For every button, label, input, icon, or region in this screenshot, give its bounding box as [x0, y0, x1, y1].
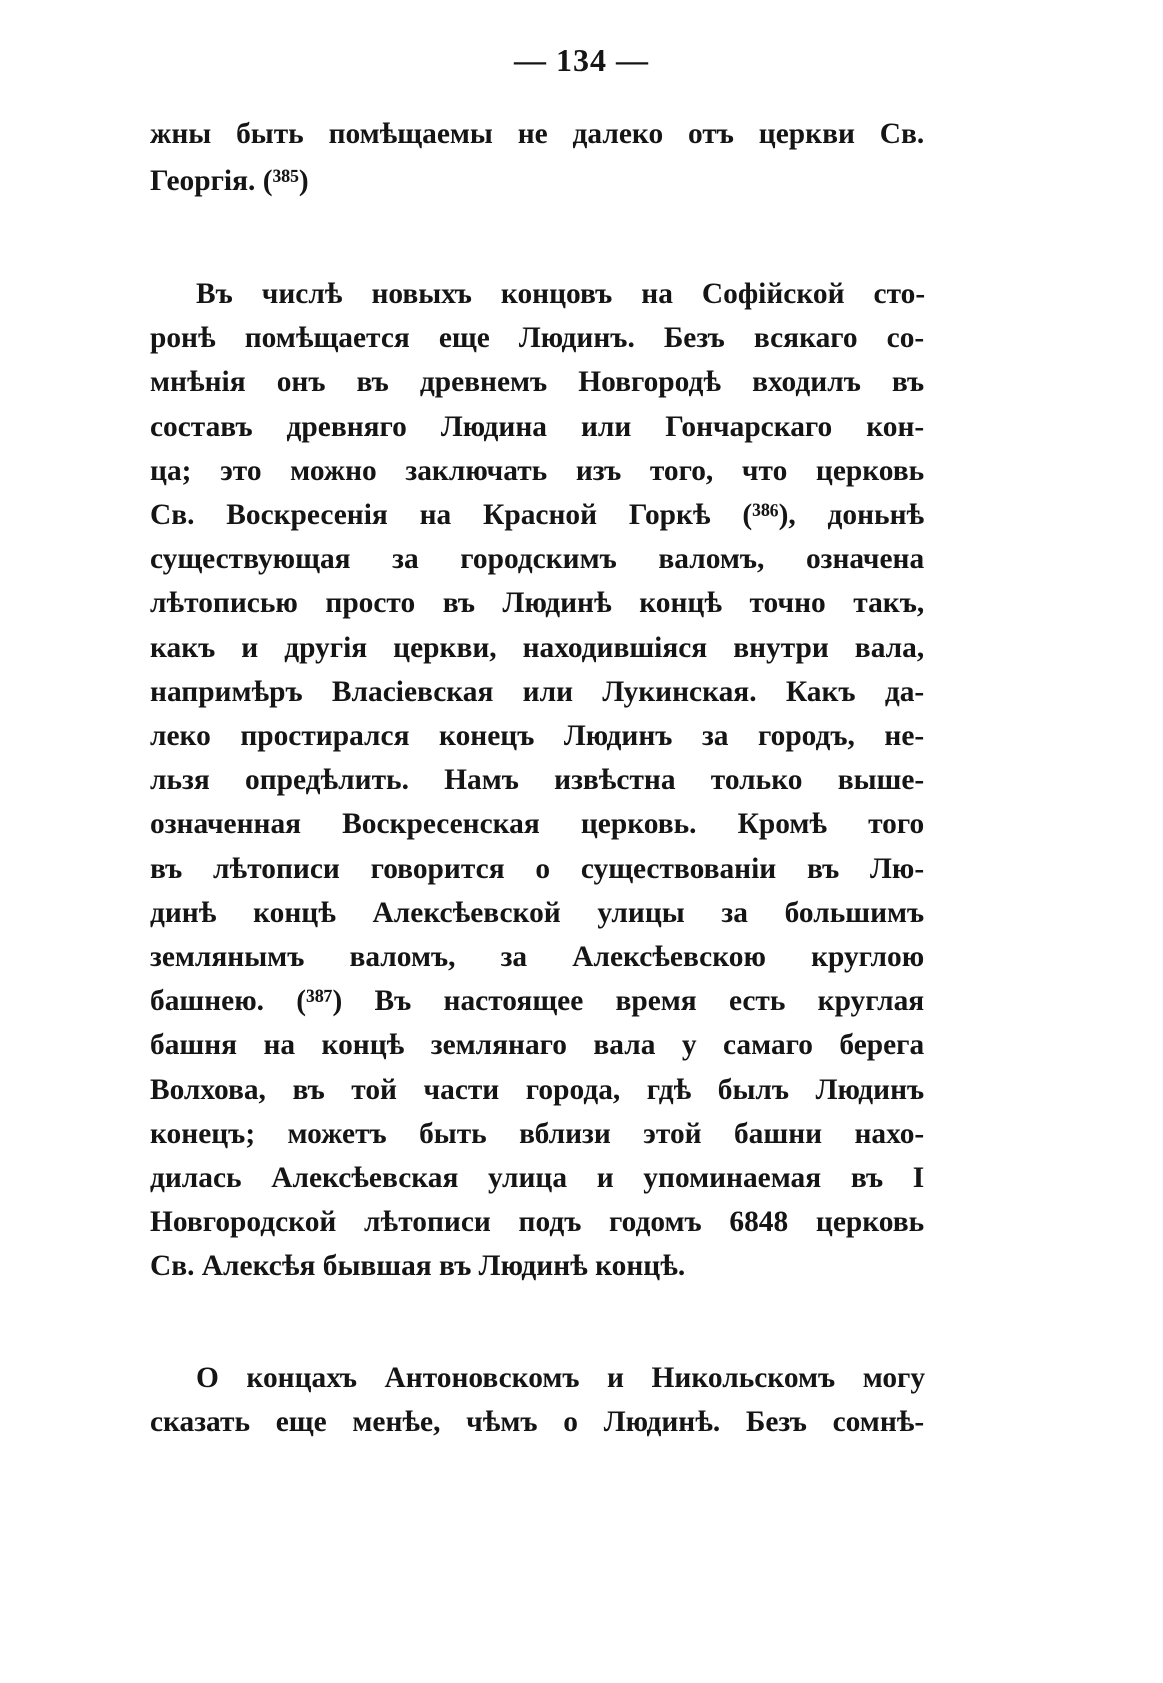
text-line: Волхова, въ той части города, гдѣ былъ Людинъ — [150, 1072, 925, 1106]
text-line: башня на концѣ землянаго вала у самаго берега — [150, 1028, 925, 1062]
text-line: конецъ; можетъ быть вблизи этой башни нахо- — [150, 1116, 925, 1150]
text-line: землянымъ валомъ, за Алексѣевскою круглою — [150, 940, 925, 973]
text-line: льзя опредѣлить. Намъ извѣстна только выше- — [150, 763, 925, 797]
text-line: жны быть помѣщаемы не далеко отъ церкви Св. — [150, 117, 925, 150]
text-line: какъ и другія церкви, находившіяся внутри вала, — [150, 630, 925, 664]
text-line: Св. Алексѣя бывшая въ Людинѣ концѣ. — [150, 1249, 686, 1283]
text-line: Св. Воскресенія на Красной Горкѣ (³⁸⁶), доньнѣ — [150, 498, 925, 531]
text-line: Въ числѣ новыхъ концовъ на Софійской сто- — [196, 277, 926, 310]
text-line: существующая за городскимъ валомъ, означена — [150, 542, 925, 576]
text-line: ронѣ помѣщается еще Людинъ. Безъ всякаго со- — [150, 321, 925, 355]
text-line: напримѣръ Власіевская или Лукинская. Какъ да- — [150, 674, 925, 708]
text-line: динѣ концѣ Алексѣевской улицы за большимъ — [150, 895, 925, 929]
text-line: лѣтописью просто въ Людинѣ концѣ точно такъ, — [150, 586, 925, 620]
text-line: сказать еще менѣе, чѣмъ о Людинѣ. Безъ сомнѣ- — [150, 1405, 925, 1438]
text-line: дилась Алексѣевская улица и упоминаемая въ I — [150, 1161, 925, 1194]
text-line: башнею. (³⁸⁷) Въ настоящее время есть круглая — [150, 984, 925, 1018]
text-line: Георгія. (³⁸⁵) — [150, 164, 309, 197]
text-line: мнѣнія онъ въ древнемъ Новгородѣ входилъ въ — [150, 365, 925, 399]
text-line: составъ древняго Людина или Гончарскаго кон- — [150, 409, 925, 443]
text-line: въ лѣтописи говорится о существованіи въ Лю- — [150, 851, 925, 885]
text-line: означенная Воскресенская церковь. Кромѣ того — [150, 807, 925, 841]
text-line: Новгородской лѣтописи подъ годомъ 6848 церковь — [150, 1205, 925, 1239]
text-line: ца; это можно заключать изъ того, что церковь — [150, 453, 925, 487]
text-line: леко простирался конецъ Людинъ за городъ, не- — [150, 719, 925, 752]
text-line: О концахъ Антоновскомъ и Никольскомъ могу — [196, 1361, 926, 1394]
page-number: — 134 — — [514, 42, 649, 78]
